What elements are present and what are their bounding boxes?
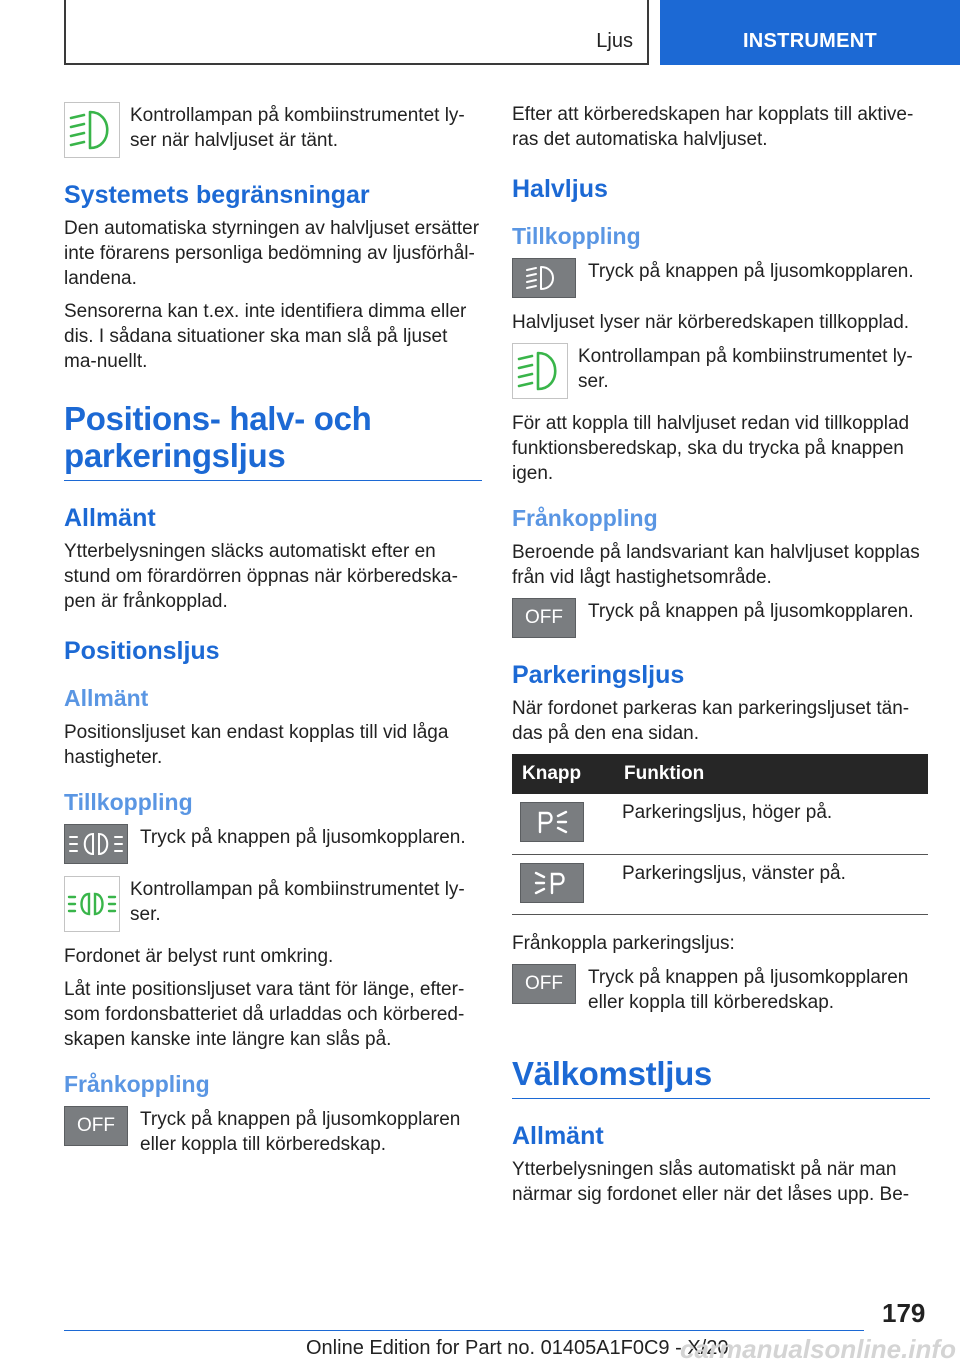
table-row (512, 794, 928, 854)
position-on-paragraph-2: Låt inte positionsljuset vara tänt för länge, efter-som fordonsbatteriet då urladdas och körbered-skapen kanske inte längre kan slås på. (64, 979, 465, 1050)
low-beam-indicator-icon-2 (512, 343, 568, 399)
low-beam-on-heading: Tillkoppling (512, 223, 641, 249)
parking-light-table (512, 754, 928, 915)
low-beam-indicator-text-2: Kontrollampan på kombiinstrumentet ly-ser. (578, 346, 913, 392)
parking-light-paragraph: När fordonet parkeras kan parkeringsljuset tän-das på den ena sidan. (512, 698, 910, 744)
table-header-function: Funktion (614, 754, 928, 794)
low-beam-indicator-row (64, 102, 482, 158)
off-button[interactable]: OFF (512, 964, 576, 1004)
section-tab[interactable]: INSTRUMENT (660, 0, 960, 65)
welcome-general-heading: Allmänt (512, 1121, 604, 1150)
parking-left-button[interactable] (520, 863, 584, 903)
position-button-row (64, 824, 482, 864)
low-beam-button-row (512, 258, 930, 298)
welcome-light-heading: Välkomstljus (512, 1055, 930, 1099)
page-number: 179 (882, 1298, 926, 1328)
header-frame (64, 0, 649, 65)
watermark: carmanualsonline.info (680, 1334, 956, 1362)
off-button[interactable]: OFF (64, 1106, 128, 1146)
low-beam-icon (519, 261, 569, 295)
position-on-press-text: Tryck på knappen på ljusomkopplaren. (140, 827, 466, 848)
parking-light-right-icon (530, 807, 574, 837)
position-indicator-row (64, 876, 482, 932)
low-beam-off-press-text: Tryck på knappen på ljusomkopplaren. (588, 601, 914, 622)
low-beam-heading: Halvljus (512, 175, 608, 203)
position-light-icon (66, 826, 126, 862)
parking-right-button[interactable] (520, 802, 584, 842)
low-beam-indicator-icon (64, 102, 120, 158)
position-light-heading: Positionsljus (64, 637, 220, 665)
limits-heading: Systemets begränsningar (64, 181, 370, 209)
parking-off-press-text: Tryck på knappen på ljusomkopplaren eller koppla till körberedskap. (588, 966, 909, 1013)
parking-off-row (512, 964, 930, 1015)
right-column (512, 102, 930, 1215)
low-beam-indicator-row-2 (512, 343, 930, 399)
table-cell-function: Parkeringsljus, vänster på. (614, 854, 928, 914)
position-off-press-text: Tryck på knappen på ljusomkopplaren eller koppla till körberedskap. (140, 1109, 461, 1155)
position-indicator-icon (64, 876, 120, 932)
position-off-heading: Frånkoppling (64, 1071, 210, 1097)
position-on-heading: Tillkoppling (64, 789, 193, 815)
chapter-title: Ljus (596, 30, 633, 52)
parking-light-left-icon (530, 868, 574, 898)
limits-paragraph-1: Den automatiska styrningen av halvljuset ersätter inte förarens personliga bedömning av ljusförhål-landena. (64, 218, 480, 289)
low-beam-indicator-text: Kontrollampan på kombiinstrumentet ly-ser när halvljuset är tänt. (130, 105, 465, 151)
position-on-paragraph-1: Fordonet är belyst runt omkring. (64, 946, 334, 967)
parking-off-label: Frånkoppla parkeringsljus: (512, 932, 735, 954)
low-beam-off-row (512, 598, 930, 638)
intro-paragraph: Efter att körberedskapen har kopplats till aktive-ras det automatiska halvljuset. (512, 104, 914, 150)
footer-divider (64, 1330, 864, 1331)
general-heading: Allmänt (64, 504, 156, 532)
table-cell-function: Parkeringsljus, höger på. (614, 794, 928, 854)
welcome-paragraph: Ytterbelysningen slås automatiskt på när man närmar sig fordonet eller när det låses upp. Be- (512, 1158, 910, 1205)
low-beam-on-press-text: Tryck på knappen på ljusomkopplaren. (588, 261, 914, 282)
position-general-paragraph: Positionsljuset kan endast kopplas till vid låga hastigheter. (64, 722, 449, 768)
low-beam-off-heading: Frånkoppling (512, 505, 658, 531)
parking-light-heading: Parkeringsljus (512, 661, 685, 689)
low-beam-off-paragraph: Beroende på landsvariant kan halvljuset kopplas från vid lågt hastighetsområde. (512, 542, 920, 588)
general-paragraph: Ytterbelysningen släcks automatiskt efter en stund om förardörren öppnas när körberedska-pen är frånkopplad. (64, 541, 458, 612)
table-row (512, 854, 928, 914)
position-general-heading: Allmänt (64, 685, 149, 711)
low-beam-on-paragraph-1: Halvljuset lyser när körberedskapen tillkopplad. (512, 312, 910, 333)
main-section-heading: Positions- halv- och parkeringsljus (64, 400, 482, 481)
footer-edition: Online Edition for Part no. 01405A1F0C9 - X/20 (306, 1337, 729, 1359)
off-button[interactable]: OFF (512, 598, 576, 638)
left-column (64, 102, 482, 1169)
low-beam-on-paragraph-2: För att koppla till halvljuset redan vid tillkopplad funktionsberedskap, ska du trycka på knappen igen. (512, 413, 910, 484)
limits-paragraph-2: Sensorerna kan t.ex. inte identifiera dimma eller dis. I sådana situationer ska man slå på ljuset ma-nuellt. (64, 301, 467, 372)
low-beam-button[interactable] (512, 258, 576, 298)
position-indicator-text: Kontrollampan på kombiinstrumentet ly-ser. (130, 879, 465, 925)
position-off-row (64, 1106, 482, 1157)
table-header-button: Knapp (512, 754, 614, 794)
position-light-button[interactable] (64, 824, 128, 864)
